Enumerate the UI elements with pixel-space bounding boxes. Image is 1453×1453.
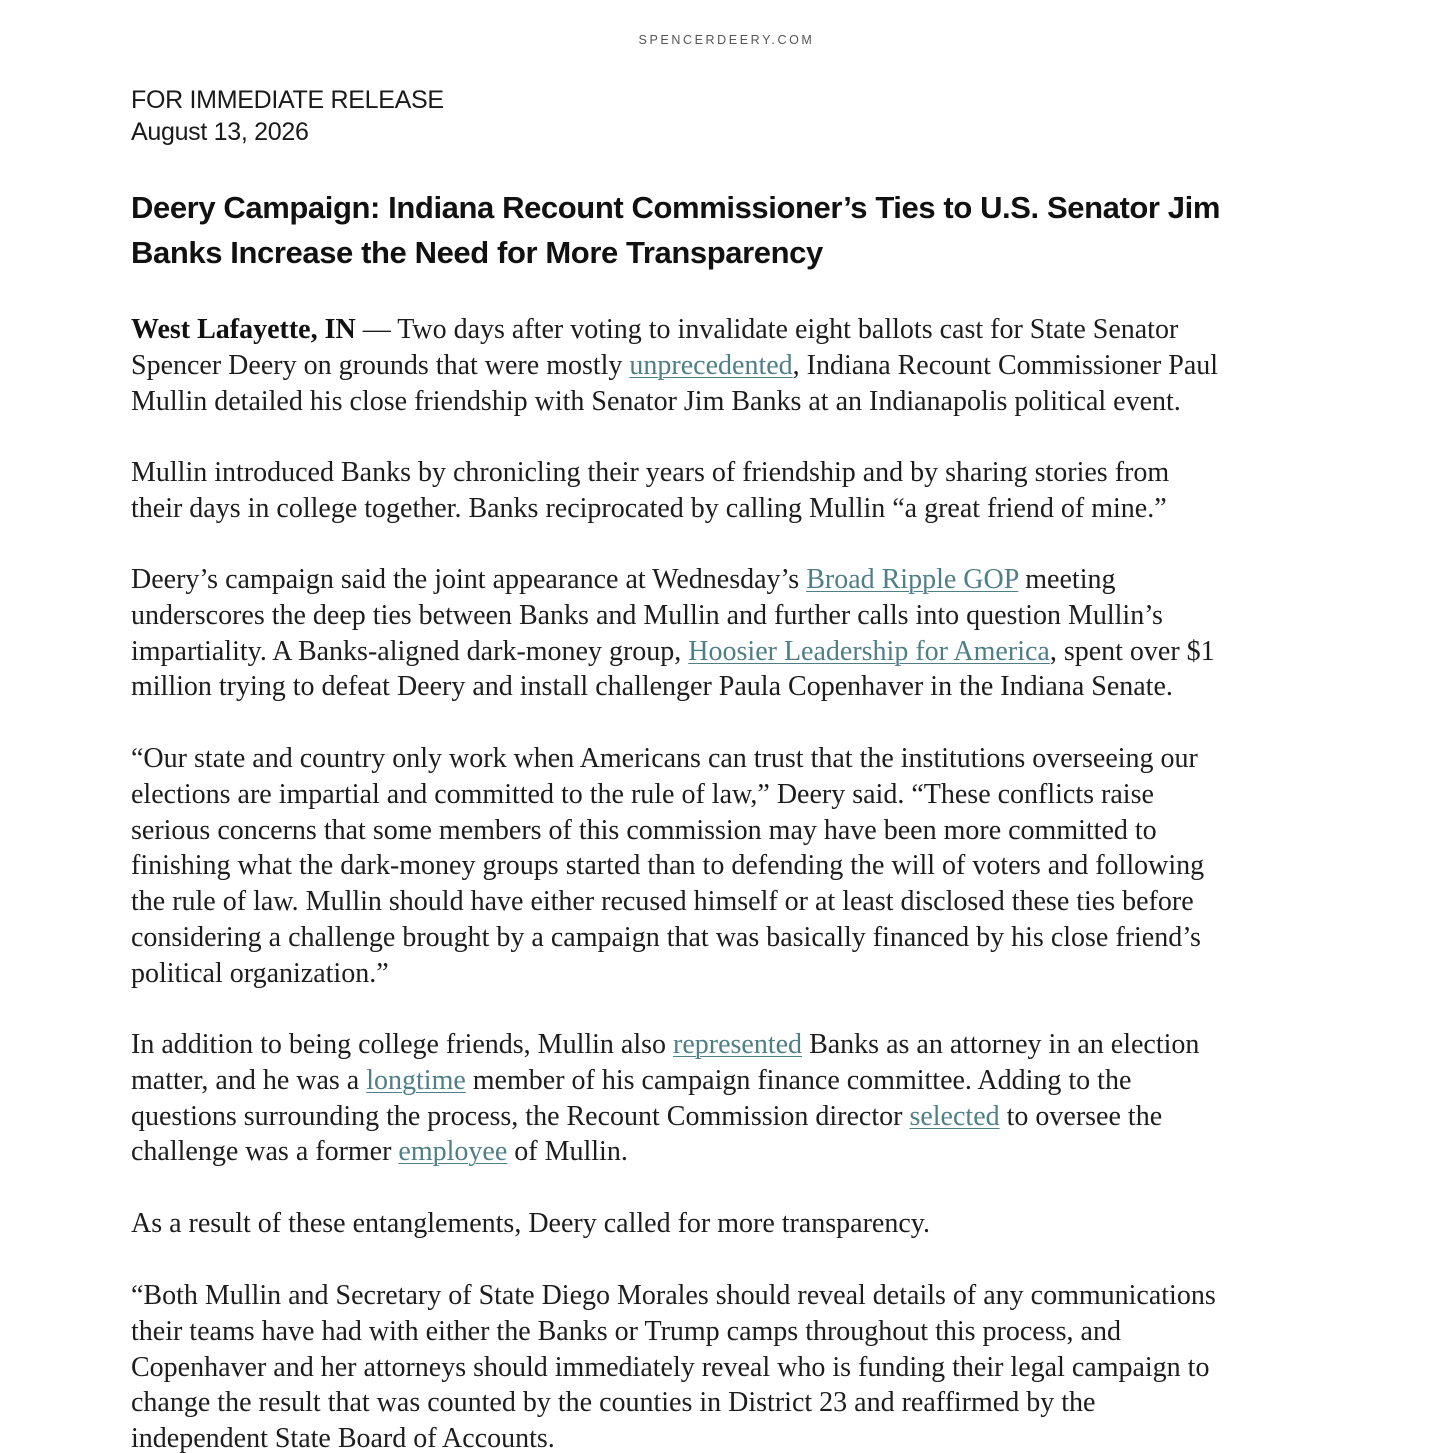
link-employee[interactable]: employee bbox=[398, 1136, 508, 1168]
paragraph-7-quote bbox=[131, 1278, 1361, 1453]
text-line: As a result of these entanglements, Deery called for more transparency. bbox=[131, 1208, 930, 1239]
text-span: In addition to being college friends, Mullin also bbox=[131, 1029, 674, 1060]
headline-line-1: Deery Campaign: Indiana Recount Commissioner’s Ties to U.S. Senator Jim bbox=[131, 190, 1221, 225]
text-line: the rule of law. Mullin should have either recused himself or at least disclosed these ties before bbox=[131, 886, 1194, 918]
text-line: their days in college together. Banks reciprocated by calling Mullin “a great friend of mine.” bbox=[131, 492, 1167, 524]
text-span: of Mullin. bbox=[507, 1136, 628, 1168]
text-span: — Two days after voting to invalidate eight ballots cast for State Senator bbox=[355, 314, 1179, 345]
text-line: Mullin detailed his close friendship with Senator Jim Banks at an Indianapolis political event. bbox=[131, 385, 1181, 417]
text-line: underscores the deep ties between Banks and Mullin and further calls into question Mullin’s bbox=[131, 599, 1163, 631]
text-line bbox=[131, 1099, 1361, 1135]
dateline: West Lafayette, IN bbox=[131, 314, 356, 345]
page-title bbox=[131, 185, 1331, 275]
text-line: elections are impartial and committed to the rule of law,” Deery said. “These conflicts raise bbox=[131, 778, 1154, 810]
text-span: , Indiana Recount Commissioner Paul bbox=[792, 349, 1219, 381]
text-line: serious concerns that some members of this commission may have been more committed to bbox=[131, 814, 1157, 846]
text-line: considering a challenge brought by a campaign that was basically financed by his close friend’s bbox=[131, 921, 1201, 953]
text-line: political organization.” bbox=[131, 957, 389, 989]
text-span: to oversee the bbox=[999, 1100, 1163, 1132]
text-line: finishing what the dark-money groups started than to defending the will of voters and following bbox=[131, 850, 1205, 882]
text-span: , spent over $1 bbox=[1049, 635, 1215, 667]
text-line bbox=[131, 1063, 1361, 1099]
release-date: August 13, 2026 bbox=[131, 118, 309, 146]
text-line bbox=[131, 634, 1361, 670]
text-line: independent State Board of Accounts. bbox=[131, 1423, 555, 1453]
link-hoosier-leadership[interactable]: Hoosier Leadership for America bbox=[688, 635, 1050, 667]
link-represented[interactable]: represented bbox=[673, 1029, 803, 1060]
text-span: matter, and he was a bbox=[131, 1064, 367, 1096]
text-line: their teams have had with either the Banks or Trump camps throughout this process, and bbox=[131, 1315, 1121, 1347]
site-url-header: SPENCERDEERY.COM bbox=[638, 33, 815, 47]
link-longtime[interactable]: longtime bbox=[366, 1064, 466, 1096]
text-line: change the result that was counted by the counties in District 23 and reaffirmed by the bbox=[131, 1387, 1096, 1419]
paragraph-1 bbox=[131, 312, 1361, 419]
text-span: Deery’s campaign said the joint appearance at Wednesday’s bbox=[131, 564, 807, 595]
paragraph-3 bbox=[131, 562, 1361, 705]
text-line: million trying to defeat Deery and install challenger Paula Copenhaver in the Indiana Senate. bbox=[131, 671, 1173, 703]
paragraph-4-quote bbox=[131, 741, 1361, 992]
link-broad-ripple-gop[interactable]: Broad Ripple GOP bbox=[806, 564, 1019, 595]
paragraph-6 bbox=[131, 1206, 1361, 1242]
text-span: challenge was a former bbox=[131, 1136, 399, 1168]
text-line: “Both Mullin and Secretary of State Diego Morales should reveal details of any communications bbox=[131, 1280, 1216, 1311]
text-line bbox=[131, 562, 1361, 598]
text-line: Copenhaver and her attorneys should immediately reveal who is funding their legal campaign to bbox=[131, 1351, 1210, 1383]
text-line bbox=[131, 1027, 1361, 1063]
text-span: impartiality. A Banks-aligned dark-money group, bbox=[131, 635, 689, 667]
release-info bbox=[131, 84, 444, 148]
paragraph-2 bbox=[131, 455, 1361, 527]
release-label: FOR IMMEDIATE RELEASE bbox=[131, 86, 444, 114]
text-span: meeting bbox=[1018, 564, 1116, 595]
text-line: “Our state and country only work when Americans can trust that the institutions overseeing our bbox=[131, 743, 1198, 774]
text-span: member of his campaign finance committee. Adding to the bbox=[465, 1064, 1132, 1096]
link-selected[interactable]: selected bbox=[909, 1100, 1000, 1132]
text-span: questions surrounding the process, the Recount Commission director bbox=[131, 1100, 910, 1132]
text-line bbox=[131, 312, 1361, 348]
text-line: Mullin introduced Banks by chronicling their years of friendship and by sharing stories from bbox=[131, 457, 1170, 488]
text-span: Banks as an attorney in an election bbox=[802, 1029, 1200, 1060]
headline-line-2: Banks Increase the Need for More Transparency bbox=[131, 235, 823, 270]
link-unprecedented[interactable]: unprecedented bbox=[629, 349, 793, 381]
paragraph-5 bbox=[131, 1027, 1361, 1170]
text-line bbox=[131, 348, 1361, 384]
text-span: Spencer Deery on grounds that were mostly bbox=[131, 349, 630, 381]
text-line bbox=[131, 1134, 1361, 1170]
